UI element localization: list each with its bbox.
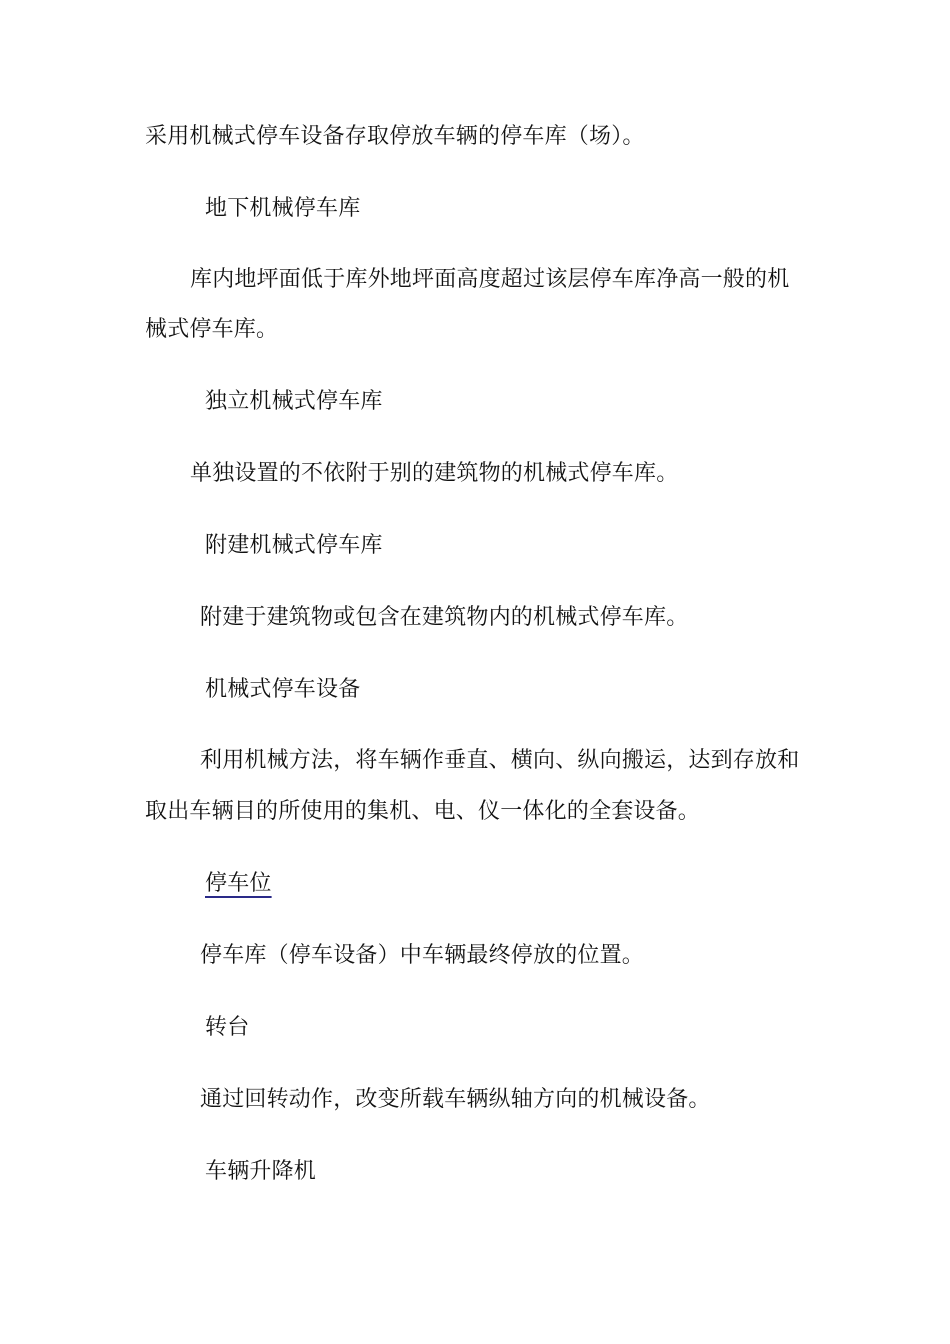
definition-text: 取出车辆目的所使用的集机、电、仪一体化的全套设备。 [145, 799, 701, 824]
term-heading: 附建机械式停车库 [205, 533, 383, 558]
term-heading: 转台 [205, 1015, 250, 1040]
definition-text: 停车库（停车设备）中车辆最终停放的位置。 [200, 943, 645, 968]
definition-text: 械式停车库。 [145, 317, 279, 342]
term-heading: 独立机械式停车库 [205, 389, 383, 414]
definition-text: 库内地坪面低于库外地坪面高度超过该层停车库净高一般的机 [190, 267, 790, 292]
definition-text: 利用机械方法，将车辆作垂直、横向、纵向搬运，达到存放和 [200, 748, 800, 773]
definition-text: 单独设置的不依附于别的建筑物的机械式停车库。 [190, 461, 679, 486]
term-heading: 机械式停车设备 [205, 677, 361, 702]
term-heading: 地下机械停车库 [205, 196, 361, 221]
paragraph-text: 采用机械式停车设备存取停放车辆的停车库（场）。 [145, 124, 645, 149]
term-heading: 车辆升降机 [205, 1159, 317, 1184]
definition-text: 附建于建筑物或包含在建筑物内的机械式停车库。 [200, 605, 689, 630]
definition-text: 通过回转动作，改变所载车辆纵轴方向的机械设备。 [200, 1087, 711, 1112]
term-heading-link[interactable]: 停车位 [205, 871, 272, 896]
